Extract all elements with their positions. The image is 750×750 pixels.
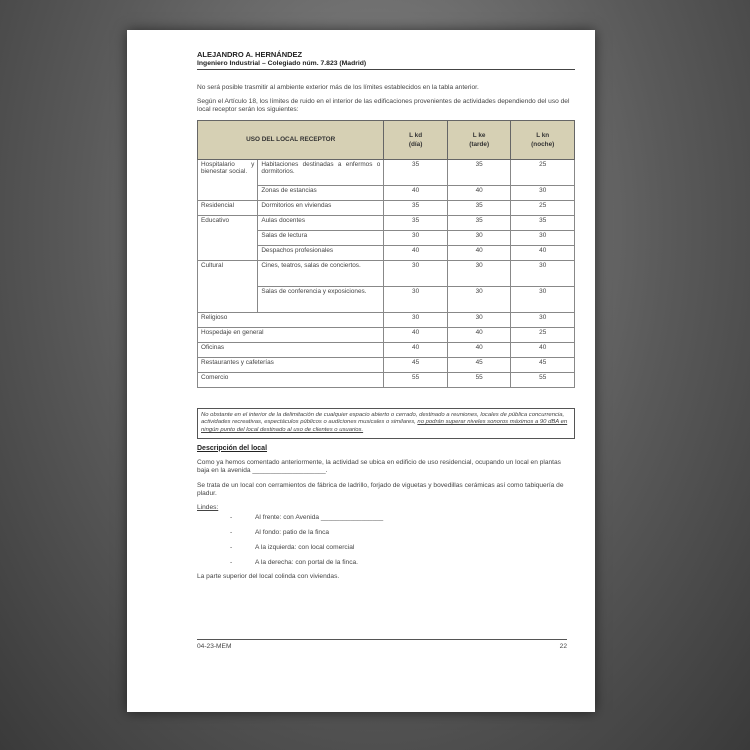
section-title-descripcion: Descripción del local xyxy=(197,444,268,452)
value-cell: 40 xyxy=(447,327,511,342)
lindes-label: Lindes: xyxy=(197,503,219,511)
document-page xyxy=(127,30,595,712)
table-row xyxy=(198,159,575,185)
use-cell: Cines, teatros, salas de conciertos. xyxy=(258,260,384,286)
list-item-text: Al frente: con Avenida _________________ xyxy=(255,513,384,521)
use-cell: Habitaciones destinadas a enfermos o dormitorios. xyxy=(258,159,384,185)
header-lkd xyxy=(384,120,448,159)
list-dash: - xyxy=(230,543,233,551)
paragraph-parte-superior: La parte superior del local colinda con viviendas. xyxy=(197,572,340,580)
list-dash: - xyxy=(230,513,233,521)
noise-note-box xyxy=(197,408,575,439)
value-cell: 35 xyxy=(447,200,511,215)
value-cell: 25 xyxy=(511,200,575,215)
list-item xyxy=(197,514,575,522)
header-lkn-label: L kn xyxy=(536,131,550,139)
value-cell: 35 xyxy=(447,159,511,185)
table-row xyxy=(198,200,575,215)
value-cell: 30 xyxy=(447,312,511,327)
list-item xyxy=(197,559,575,567)
value-cell: 30 xyxy=(384,286,448,312)
value-cell: 45 xyxy=(511,357,575,372)
value-cell: 40 xyxy=(447,245,511,260)
value-cell: 40 xyxy=(384,327,448,342)
header-lkn-sub: (noche) xyxy=(531,140,555,148)
value-cell: 30 xyxy=(447,260,511,286)
header-lkd-sub: (día) xyxy=(408,140,423,148)
list-dash: - xyxy=(230,558,233,566)
header-lke-label: L ke xyxy=(472,131,486,139)
value-cell: 30 xyxy=(384,312,448,327)
value-cell: 35 xyxy=(447,215,511,230)
author-credentials: Ingeniero Industrial – Colegiado núm. 7.823 (Madrid) xyxy=(197,60,367,67)
table-row xyxy=(198,327,575,342)
category-cell: Hospitalario y bienestar social. xyxy=(198,159,258,200)
value-cell: 35 xyxy=(511,215,575,230)
use-cell: Aulas docentes xyxy=(258,215,384,230)
value-cell: 40 xyxy=(384,245,448,260)
category-cell: Cultural xyxy=(198,260,258,312)
list-item xyxy=(197,544,575,552)
list-item-text: A la derecha: con portal de la finca. xyxy=(255,558,359,566)
category-cell: Hospedaje en general xyxy=(198,327,384,342)
paragraph-limits-exterior: No será posible trasmitir al ambiente exterior más de los límites establecidos en la tabla anterior. xyxy=(197,84,479,91)
value-cell: 55 xyxy=(511,372,575,387)
table-row xyxy=(198,342,575,357)
value-cell: 30 xyxy=(511,185,575,200)
category-cell: Religioso xyxy=(198,312,384,327)
table-row xyxy=(198,372,575,387)
category-cell: Residencial xyxy=(198,200,258,215)
value-cell: 30 xyxy=(511,260,575,286)
use-cell: Salas de lectura xyxy=(258,230,384,245)
header-lke xyxy=(447,120,511,159)
paragraph-ubicacion: Como ya hemos comentado anteriormente, la actividad se ubica en edificio de uso residencial, ocupando un local en plantas baja en la avenida ____________________. xyxy=(197,458,561,475)
value-cell: 40 xyxy=(447,342,511,357)
page-number: 22 xyxy=(559,643,567,650)
list-dash: - xyxy=(230,528,233,536)
value-cell: 35 xyxy=(384,200,448,215)
value-cell: 55 xyxy=(447,372,511,387)
document-code: 04-23-MEM xyxy=(197,643,232,650)
value-cell: 30 xyxy=(511,230,575,245)
table-header-row xyxy=(198,120,575,159)
list-item xyxy=(197,529,575,537)
value-cell: 30 xyxy=(511,312,575,327)
use-cell: Despachos profesionales xyxy=(258,245,384,260)
header-lkd-label: L kd xyxy=(409,131,423,139)
table-row xyxy=(198,215,575,230)
bounds-list xyxy=(197,514,575,567)
header-lke-sub: (tarde) xyxy=(469,140,490,148)
value-cell: 35 xyxy=(384,159,448,185)
category-cell: Educativo xyxy=(198,215,258,260)
list-item-text: A la izquierda: con local comercial xyxy=(255,543,355,551)
paragraph-article-18: Según el Artículo 18, los límites de ruido en el interior de las edificaciones provenientes de actividades dependiendo del uso del local receptor serán los siguientes: xyxy=(197,97,570,114)
value-cell: 30 xyxy=(384,260,448,286)
note-underlined-text: no podrán superar niveles sonoros máximos a 90 dBA en ningún punto del local destinado al uso de clientes o usuarios. xyxy=(201,419,568,433)
value-cell: 40 xyxy=(447,185,511,200)
value-cell: 25 xyxy=(511,327,575,342)
value-cell: 55 xyxy=(384,372,448,387)
value-cell: 30 xyxy=(447,230,511,245)
value-cell: 30 xyxy=(511,286,575,312)
category-cell: Comercio xyxy=(198,372,384,387)
use-cell: Zonas de estancias xyxy=(258,185,384,200)
value-cell: 45 xyxy=(384,357,448,372)
noise-limits-table xyxy=(197,120,575,388)
page-footer xyxy=(197,639,567,650)
use-cell: Salas de conferencia y exposiciones. xyxy=(258,286,384,312)
value-cell: 40 xyxy=(384,342,448,357)
value-cell: 40 xyxy=(384,185,448,200)
table-row xyxy=(198,357,575,372)
paragraph-construccion: Se trata de un local con cerramientos de fábrica de ladrillo, forjado de viguetas y bovedillas cerámicas así como tabiquería de pladur. xyxy=(197,481,564,498)
table-row xyxy=(198,312,575,327)
value-cell: 25 xyxy=(511,159,575,185)
value-cell: 30 xyxy=(447,286,511,312)
value-cell: 30 xyxy=(384,230,448,245)
value-cell: 40 xyxy=(511,342,575,357)
list-item-text: Al fondo: patio de la finca xyxy=(255,528,330,536)
header-divider xyxy=(197,69,575,70)
category-cell: Oficinas xyxy=(198,342,384,357)
value-cell: 35 xyxy=(384,215,448,230)
table-row xyxy=(198,260,575,286)
page-content xyxy=(197,50,575,582)
author-name: ALEJANDRO A. HERNÁNDEZ xyxy=(197,50,303,59)
note-text: No obstante en el interior de la delimitación de cualquier espacio abierto o cerrado, destinado a reuniones, locales de pública concurrencia, actividades recreativas, espectáculos públicos o audiciones musicales o similares, xyxy=(201,411,565,426)
header-uso: USO DEL LOCAL RECEPTOR xyxy=(198,120,384,159)
value-cell: 40 xyxy=(511,245,575,260)
category-cell: Restaurantes y cafeterías xyxy=(198,357,384,372)
use-cell: Dormitorios en viviendas xyxy=(258,200,384,215)
header-lkn xyxy=(511,120,575,159)
value-cell: 45 xyxy=(447,357,511,372)
